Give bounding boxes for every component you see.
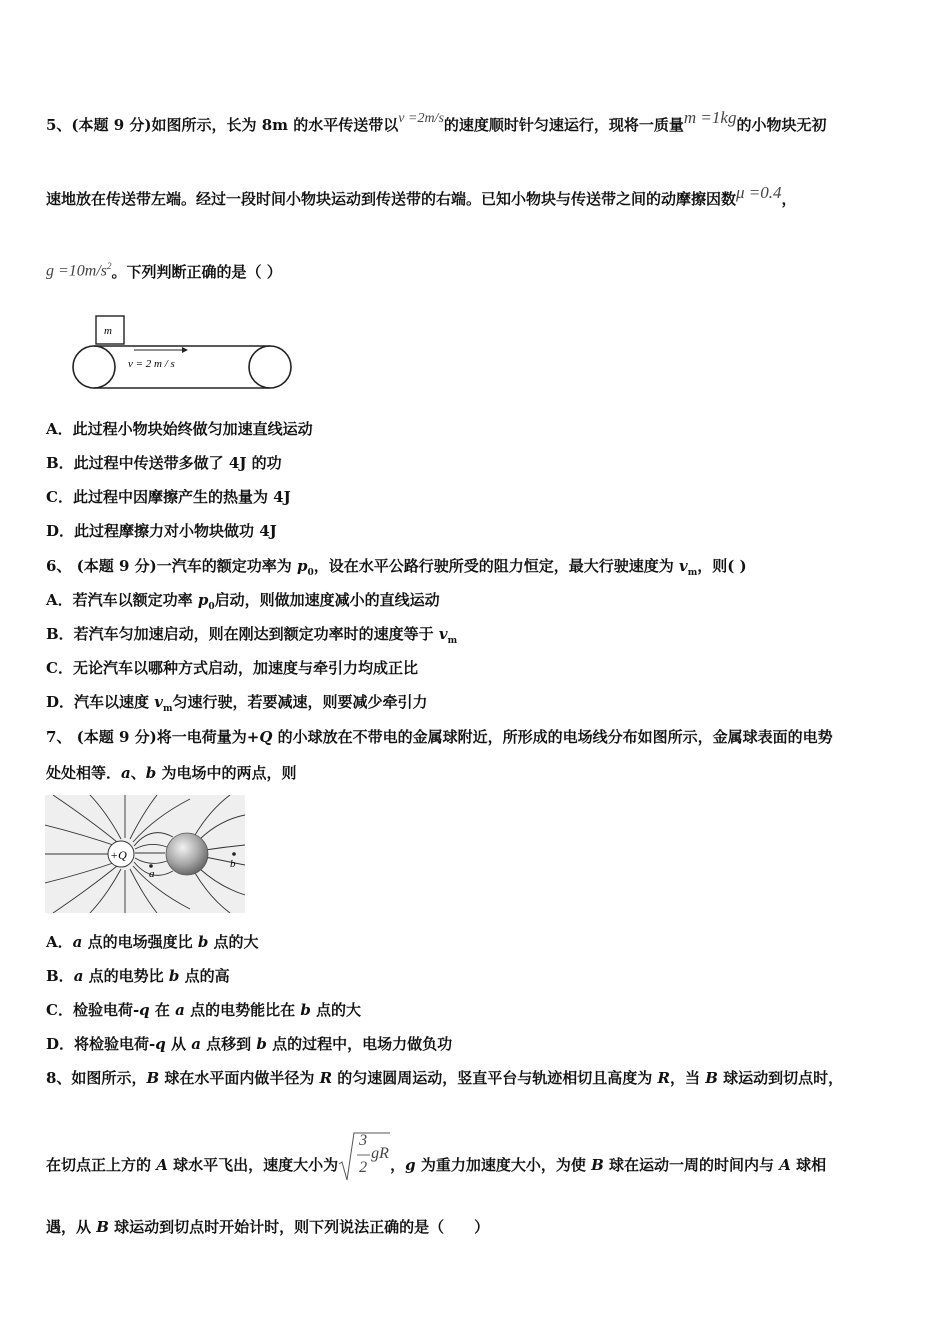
conveyor-belt-figure [70,312,295,392]
q7-option-a: A．a 点的电场强度比 b 点的大 [46,933,259,951]
q8-stem-line1: 8、如图所示，B 球在水平面内做半径为 R 的匀速圆周运动，竖直平台与轨迹相切且高度为 R，当 B 球运动到切点时， [46,1069,844,1087]
q5-stem-line1: 5、(本题 9 分)如图所示，长为 8m 的水平传送带以v =2m/s的速度顺时针匀速运行，现将一质量m =1kg的小物块无初 [46,108,827,134]
q8-stem-line2: 在切点正上方的 A 球水平飞出，速度大小为 3 2 gR ，g 为重力加速度大小，为使 B 球在运动一周的时间内与 A 球相 [46,1155,826,1176]
q6-option-b: B．若汽车匀加速启动，则在刚达到额定功率时的速度等于 $v_m$ [46,625,458,646]
speed-label: v = 2 m / s [128,358,175,370]
q5-stem-line2: 速地放在传送带左端。经过一段时间小物块运动到传送带的右端。已知小物块与传送带之间的动摩擦因数μ =0.4， [46,183,797,208]
left-roller [73,346,115,388]
velocity-arrowhead [182,347,188,353]
mass-formula: m =1kg [683,108,737,127]
q5-option-b: B．此过程中传送带多做了 4J 的功 [46,454,282,472]
q8-stem-line3: 遇，从 B 球运动到切点时开始计时，则下列说法正确的是（ ） [46,1218,490,1236]
point-b-dot [232,852,236,856]
metal-sphere [166,833,208,875]
charge-label: +Q [110,848,127,862]
right-roller [249,346,291,388]
velocity-formula: v =2m/s [398,111,444,126]
velocity-sqrt-formula: 3 2 gR [338,1156,390,1176]
point-a-label: a [149,868,155,880]
q6-option-c: C．无论汽车以哪种方式启动，加速度与牵引力均成正比 [46,659,418,677]
friction-coefficient-formula: μ =0.4 [736,183,782,202]
q6-stem: 6、 (本题 9 分)一汽车的额定功率为 $p_0$，设在水平公路行驶所受的阻力恒定，最大行驶速度为 $v_m$，则( ) [46,557,747,578]
point-b-label: b [230,858,236,870]
q5-option-a: A．此过程小物块始终做匀加速直线运动 [46,420,313,438]
q5-stem-line3: $g =10m/s^2$。下列判断正确的是（ ） [46,262,282,282]
electric-field-figure [45,795,245,913]
q6-option-d: D．汽车以速度 $v_m$匀速行驶，若要减速，则要减少牵引力 [46,693,428,714]
block-label: m [104,325,112,337]
q5-option-d: D．此过程摩擦力对小物块做功 4J [46,522,277,540]
q5-option-c: C．此过程中因摩擦产生的热量为 4J [46,488,291,506]
q7-option-c: C．检验电荷-q 在 a 点的电势能比在 b 点的大 [46,1001,362,1019]
q7-option-b: B．a 点的电势比 b 点的高 [46,967,230,985]
q7-stem-line2: 处处相等．a、b 为电场中的两点，则 [46,764,297,782]
q7-stem-line1: 7、 (本题 9 分)将一电荷量为+Q 的小球放在不带电的金属球附近，所形成的电场线分布如图所示，金属球表面的电势 [46,728,833,746]
q6-option-a: A．若汽车以额定功率 $p_0$启动，则做加速度减小的直线运动 [46,591,440,612]
gravity-formula: $g =10m/s^2$ [46,261,112,280]
q7-option-d: D．将检验电荷-q 从 a 点移到 b 点的过程中，电场力做负功 [46,1035,453,1053]
